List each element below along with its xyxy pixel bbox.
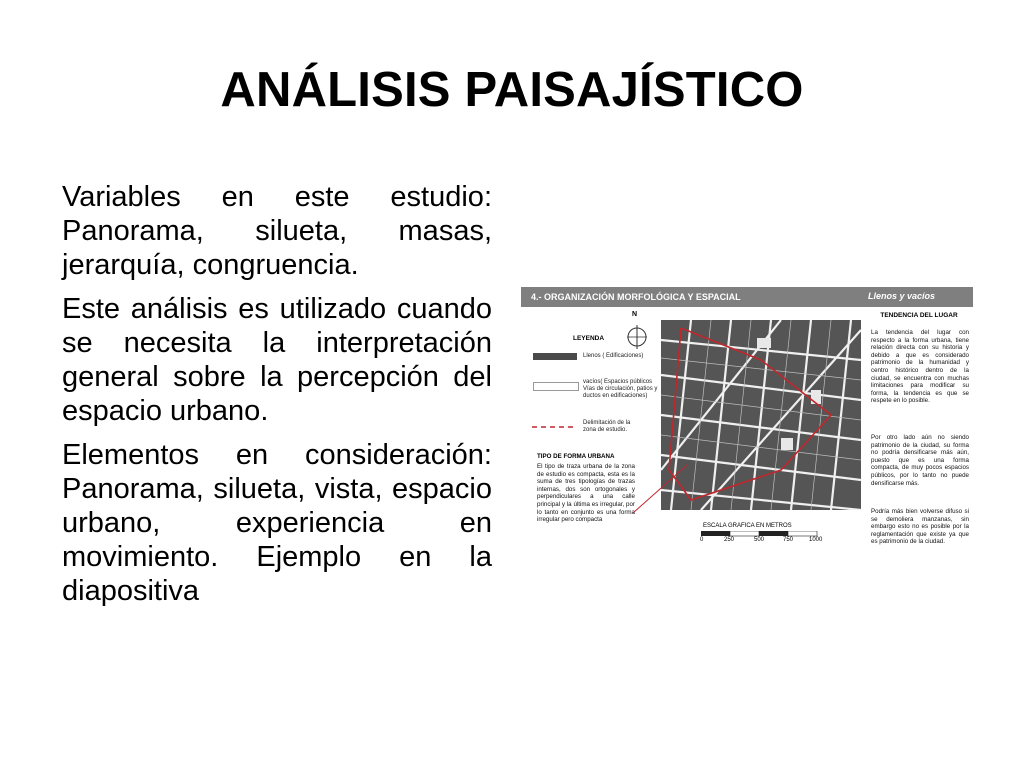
scale-tick-label: 250 [724, 537, 735, 543]
tendencia-paragraph-3: Podría más bien volverse difuso si se demoliera manzanas, sin embargo esto no es posible por la reglamentación que existe ya que es patrimonio de la ciudad. [871, 508, 969, 546]
legend-title: LEYENDA [573, 335, 605, 342]
scale-tick-label: 0 [700, 537, 704, 543]
legend-swatch-delimitacion [531, 423, 579, 431]
morphology-figure [521, 287, 973, 565]
legend-delimitacion-label: Delimitación de la zona de estudio. [583, 420, 631, 433]
tipo-forma-text: El tipo de traza urbana de la zona de estudio es compacta, esta es la suma de tres tipologías de trazas internas, dos son ortogonales y perpendiculares a una calle principal y la última es irregular, por lo tanto en conjunto es una forma irregular pero compacta [537, 463, 635, 524]
figure-header [521, 287, 973, 307]
scale-title: ESCALA GRAFICA EN METROS [703, 523, 792, 529]
legend-vacios-label: vacíos( Espacios públicos Vías de circulación, patios y ductos en edificaciones) [583, 379, 658, 399]
tipo-forma-title: TIPO DE FORMA URBANA [537, 453, 615, 460]
scale-tick-label: 1000 [809, 537, 823, 543]
urban-map [661, 320, 861, 510]
legend-swatch-llenos [533, 353, 577, 360]
tendencia-paragraph-2: Por otro lado aún no siendo patrimonio de la ciudad, su forma no podría densificarse más aún, puesto que es una forma compacta, de muy pocos espacios públicos, por lo tanto no puede densificarse más. [871, 434, 969, 487]
scale-tick-label: 750 [783, 537, 794, 543]
body-text [62, 180, 492, 618]
north-label: N [632, 311, 638, 318]
tendencia-paragraph-1: La tendencia del lugar con respecto a la forma urbana, tiene relación directa con su historia y debido a que es considerado patrimonio de la humanidad y centro histórico dentro de la ciudad, se encuentra con muchas limitaciones para modificar su forma, la tendencia es que se respete en lo posible. [871, 329, 969, 405]
paragraph-variables: Variables en este estudio: Panorama, silueta, masas, jerarquía, congruencia. [62, 181, 492, 281]
scale-tick-label: 500 [754, 537, 765, 543]
legend-swatch-vacios [533, 382, 579, 391]
figure-header-right: Llenos y vacíos [867, 291, 935, 301]
slide-title: ANÁLISIS PAISAJÍSTICO [220, 63, 804, 117]
paragraph-uso: Este análisis es utilizado cuando se necesita la interpretación general sobre la percepción del espacio urbano. [62, 293, 492, 427]
map-pointer-line [631, 457, 691, 517]
paragraph-elementos: Elementos en consideración: Panorama, silueta, vista, espacio urbano, experiencia en movimiento. Ejemplo en la diapositiva [62, 439, 492, 607]
legend-llenos-label: Llenos ( Edificaciones) [583, 353, 644, 359]
figure-header-title: 4.- ORGANIZACIÓN MORFOLÓGICA Y ESPACIAL [531, 292, 741, 302]
tendencia-title: TENDENCIA DEL LUGAR [880, 312, 958, 319]
